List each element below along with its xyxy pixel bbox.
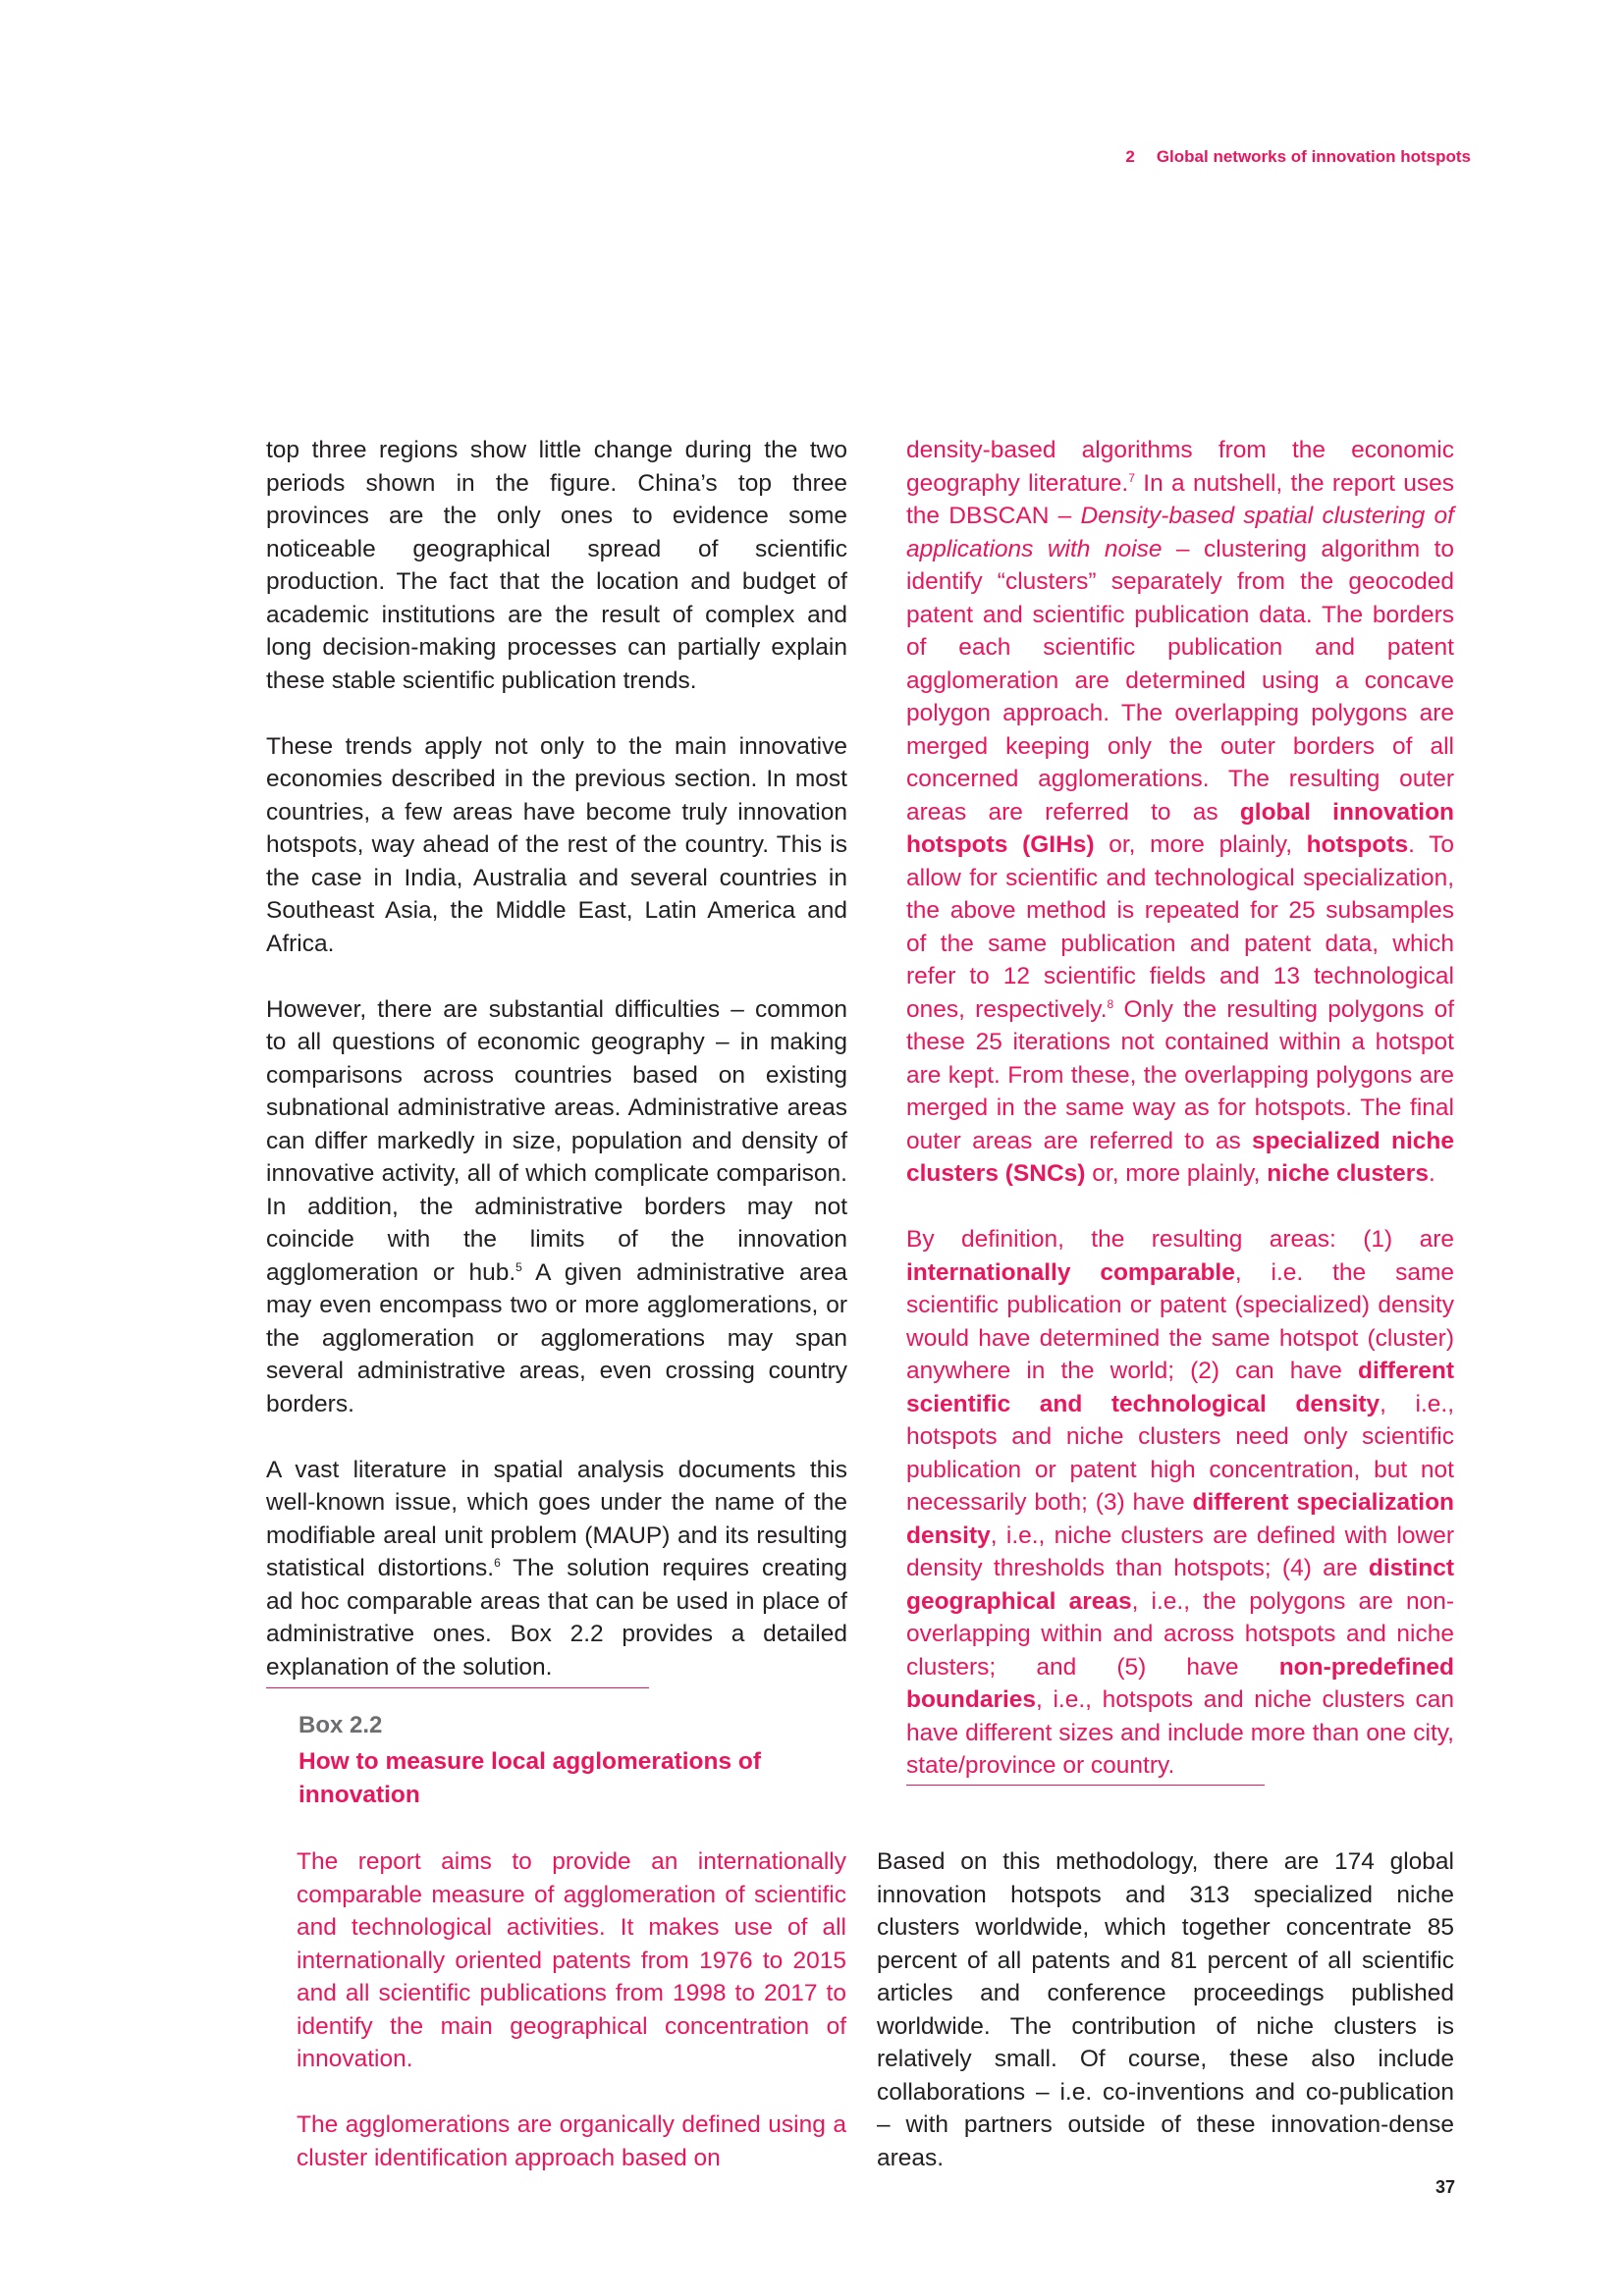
rp2-c: , i.e., hotspots and niche clusters need only scientific publication or patent high concentration, but not necessarily both; (3) have	[906, 1390, 1454, 1516]
rp1-f: Only the resulting polygons of these 25 iterations not contained within a hotspot are kept. From these, the overlapping polygons are merged in the same way as for hotspots. The final outer areas are referred to as	[906, 995, 1454, 1154]
running-header	[1125, 147, 1471, 167]
box-title: How to measure local agglomerations of innovation	[298, 1748, 762, 1808]
box-bottom-rule	[906, 1785, 1265, 1786]
rp1-b: In a nutshell, the report uses the DBSCAN –	[906, 469, 1454, 529]
chapter-title: Global networks of innovation hotspots	[1156, 147, 1471, 166]
rp2-e: , i.e., the polygons are non-overlapping within and across hotspots and niche clusters; and (5) have	[906, 1587, 1454, 1681]
footnote-ref-5: 5	[515, 1259, 522, 1274]
left-p4-text-a: A vast literature in spatial analysis documents this well-known issue, which goes under the name of the modifiable areal unit problem (MAUP) and its resulting statistical distortions.	[266, 1456, 847, 1581]
left-paragraph-3	[266, 993, 847, 1421]
dbscan-expansion: Density-based spatial clustering of applications with noise	[906, 503, 1454, 562]
rp2-a: By definition, the resulting areas: (1) are	[906, 1226, 1454, 1253]
rp1-c: – clustering algorithm to identify “clusters” separately from the geocoded patent and scientific publication data. The borders of each scientific publication and patent agglomeration are determined using a concave polygon approach. The overlapping polygons are merged keeping only the outer borders of all concerned agglomerations. The resulting outer areas are referred to as	[906, 535, 1454, 826]
footnote-ref-6: 6	[494, 1555, 501, 1570]
box-paragraph-1: The report aims to provide an internationally comparable measure of agglomeration of scientific and technological activities. It makes use of all internationally oriented patents from 1976 to 2015 and all scientific publications from 1998 to 2017 to identify the main geographical concentration of innovation.	[297, 1848, 846, 2072]
term-gihs: global innovation hotspots (GIHs)	[906, 798, 1455, 858]
box-body	[297, 1845, 846, 2208]
left-paragraph-2: These trends apply not only to the main innovative economies described in the previous section. In most countries, a few areas have become truly innovation hotspots, way ahead of the rest of the country. This is the case in India, Australia and several countries in Southeast Asia, the Middle East, Latin America and Africa.	[266, 732, 847, 957]
term-hotspots: hotspots	[1306, 831, 1409, 858]
rp1-e: . To allow for scientific and technological specialization, the above method is repeated for 25 subsamples of the same publication and patent data, which refer to 12 scientific fields and 13 technological ones, respectively.	[906, 831, 1454, 1023]
left-p4-text-b: The solution requires creating ad hoc comparable areas that can be used in place of administrative ones. Box 2.2 provides a detailed explanation of the solution.	[266, 1555, 847, 1681]
left-paragraph-4	[266, 1454, 847, 1684]
box-top-rule	[266, 1687, 649, 1688]
term-non-predefined: non-predefined boundaries	[906, 1653, 1454, 1713]
chapter-number: 2	[1125, 147, 1135, 166]
page-number: 37	[1435, 2177, 1455, 2197]
term-different-density: different scientific and technological density	[906, 1358, 1454, 1417]
left-column	[266, 434, 847, 1717]
rp2-b: , i.e. the same scientific publication or patent (specialized) density would have determined the same hotspot (cluster) anywhere in the world; (2) can have	[906, 1258, 1454, 1384]
rp1-a: density-based algorithms from the economic geography literature.	[906, 437, 1454, 497]
rp1-g: or, more plainly,	[1085, 1160, 1268, 1187]
rp2-d: , i.e., niche clusters are defined with lower density thresholds than hotspots; (4) are	[906, 1522, 1454, 1581]
term-internationally-comparable: internationally comparable	[906, 1258, 1235, 1286]
left-paragraph-1: top three regions show little change during the two periods shown in the figure. China’s top three provinces are the only ones to evidence some noticeable geographical spread of scientific production. The fact that the location and budget of academic institutions are the result of complex and long decision-making processes can partially explain these stable scientific publication trends.	[266, 437, 847, 694]
rp1-h: .	[1428, 1160, 1435, 1187]
rp2-f: , i.e., hotspots and niche clusters can have different sizes and include more than one city, state/province or country.	[906, 1686, 1454, 1779]
right-paragraph-2	[906, 1223, 1454, 1783]
footnote-ref-7: 7	[1128, 470, 1135, 485]
bottom-right-text	[877, 1845, 1454, 2174]
left-p3-text-a: However, there are substantial difficulties – common to all questions of economic geography – in making comparisons across countries based on existing subnational administrative areas. Administrative areas can differ markedly in size, population and density of innovative activity, all of which complicate comparison. In addition, the administrative borders may not coincide with the limits of the innovation agglomeration or hub.	[266, 995, 847, 1286]
left-p3-text-b: A given administrative area may even encompass two or more agglomerations, or the agglomeration or agglomerations may span several administrative areas, even crossing country borders.	[266, 1258, 847, 1417]
box-label: Box 2.2	[298, 1712, 383, 1738]
right-column	[906, 434, 1454, 1815]
term-distinct-areas: distinct geographical areas	[906, 1555, 1454, 1615]
footnote-ref-8: 8	[1107, 996, 1114, 1011]
term-niche-clusters: niche clusters	[1267, 1160, 1429, 1187]
box-paragraph-2: The agglomerations are organically defined using a cluster identification approach based on	[297, 2111, 846, 2171]
term-sncs: specialized niche clusters (SNCs)	[906, 1127, 1455, 1187]
bottom-right-paragraph: Based on this methodology, there are 174 global innovation hotspots and 313 specialized niche clusters worldwide, which together concentrate 85 percent of all patents and 81 percent of all scientific articles and conference proceedings published worldwide. The contribution of niche clusters is relatively small. Of course, these also include collaborations – i.e. co-inventions and co-publication – with partners outside of these innovation-dense areas.	[877, 1848, 1454, 2171]
term-specialization-density: different specialization density	[906, 1489, 1455, 1549]
right-paragraph-1	[906, 434, 1454, 1191]
rp1-d: or, more plainly,	[1094, 831, 1307, 858]
